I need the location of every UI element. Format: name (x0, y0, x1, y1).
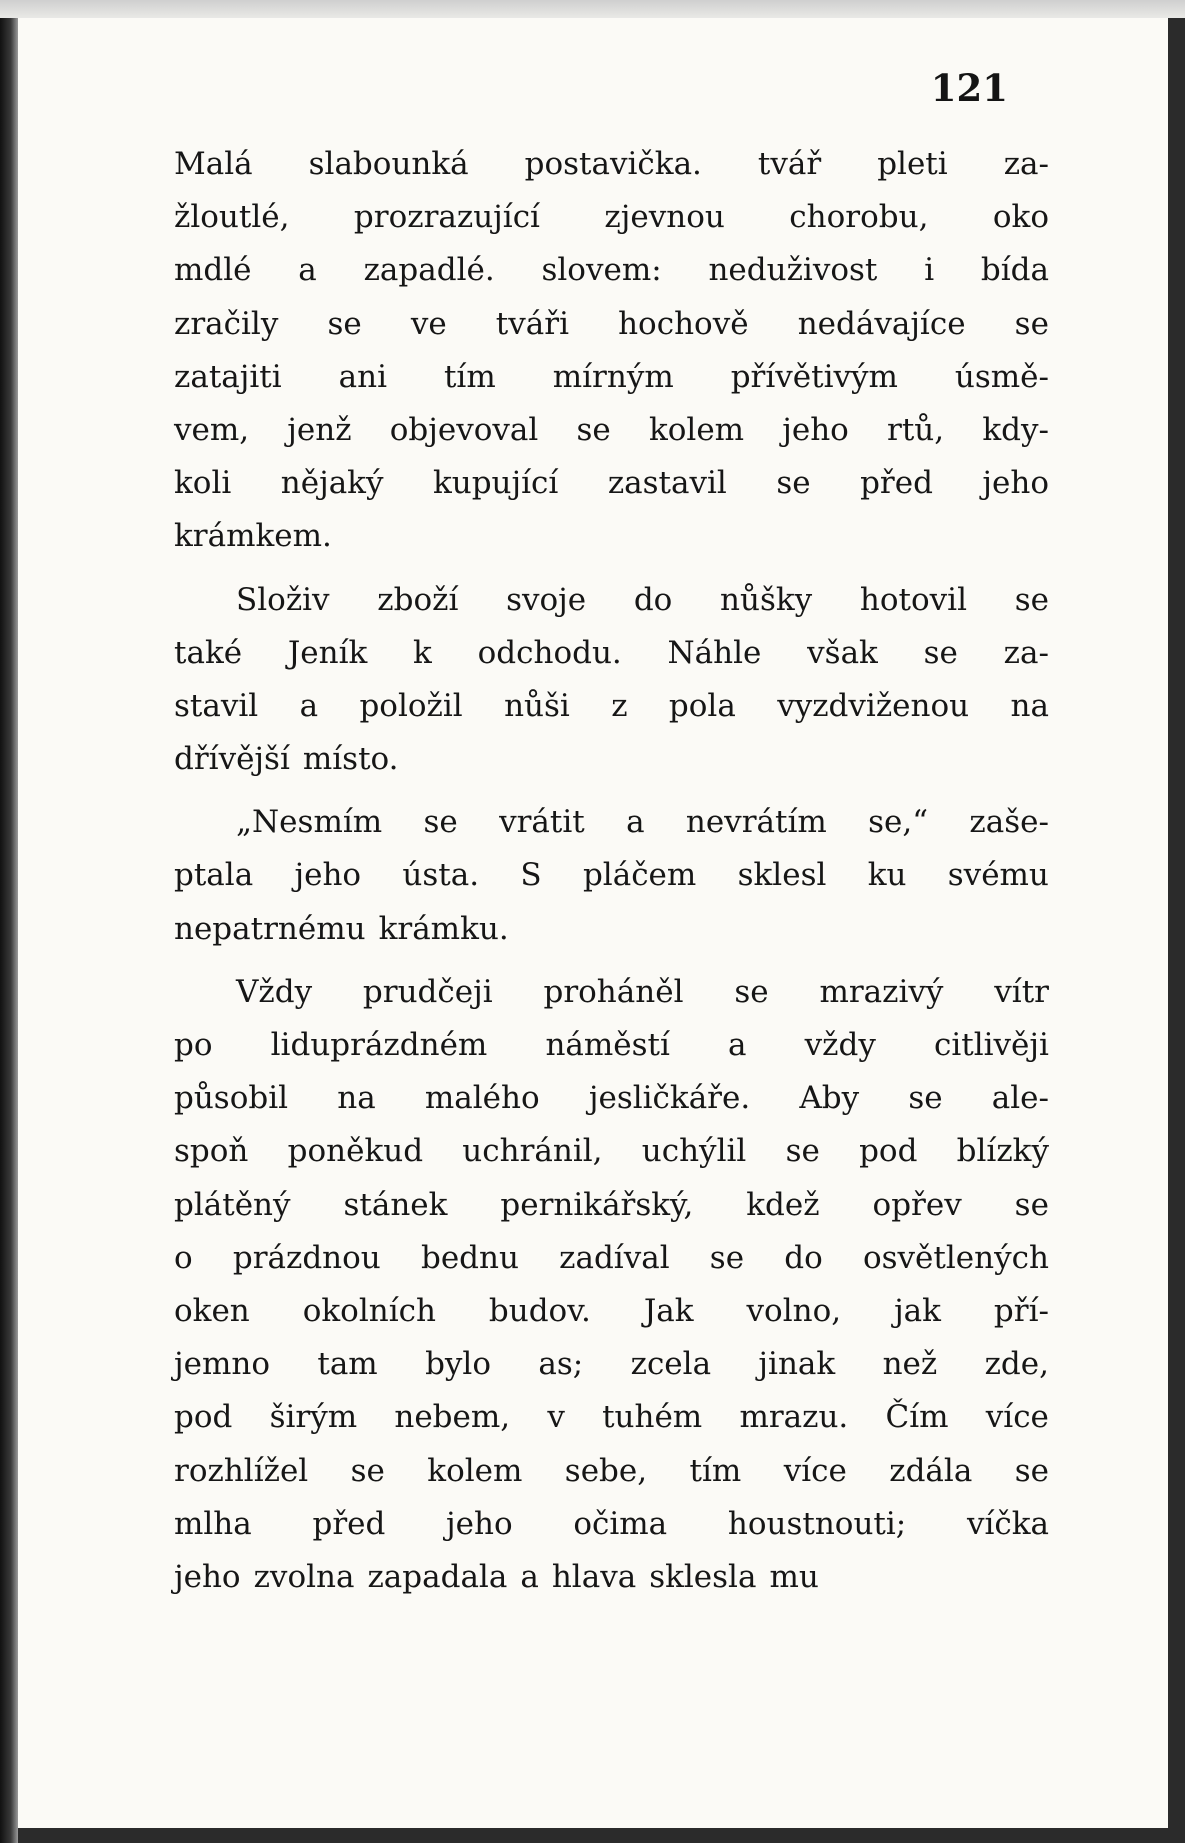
text-line: Malá slabounká postavička. tvář pleti za- (174, 146, 1049, 182)
paragraph (174, 966, 1049, 1604)
text-line: Složiv zboží svoje do nůšky hotovil se (236, 581, 1049, 618)
text-line: zračily se ve tváři hochově nedávajíce se (174, 305, 1049, 342)
text-line: oken okolních budov. Jak volno, jak pří- (174, 1292, 1049, 1329)
text-line: Vždy prudčeji proháněl se mrazivý vítr (236, 973, 1049, 1010)
text-line: působil na malého jesličkáře. Aby se ale- (174, 1080, 1049, 1117)
text-line: rozhlížel se kolem sebe, tím více zdála se (174, 1452, 1049, 1489)
text-line: zatajiti ani tím mírným přívětivým úsmě- (174, 358, 1049, 395)
text-line: spoň poněkud uchránil, uchýlil se pod blízký (174, 1133, 1049, 1170)
text-line: také Jeník k odchodu. Náhle však se za- (174, 634, 1049, 671)
text-line: koli nějaký kupující zastavil se před jeho (174, 465, 1049, 502)
text-line: dřívější místo. (174, 741, 399, 778)
text-line: mlha před jeho očima houstnouti; víčka (174, 1505, 1049, 1542)
text-line: žloutlé, prozrazující zjevnou chorobu, oko (174, 199, 1049, 236)
text-line: jeho zvolna zapadala a hlava sklesla mu (174, 1558, 819, 1595)
paragraph (174, 574, 1049, 787)
page-text (174, 138, 1049, 1614)
page-top-edge (0, 0, 1185, 18)
text-line: mdlé a zapadlé. slovem: neduživost i bída (174, 252, 1049, 289)
book-page (18, 18, 1168, 1828)
text-line: nepatrnému krámku. (174, 910, 509, 947)
text-line: ptala jeho ústa. S pláčem sklesl ku svému (174, 857, 1049, 894)
paragraph (174, 796, 1049, 956)
text-line: po liduprázdném náměstí a vždy citlivěji (174, 1027, 1049, 1063)
text-line: vem, jenž objevoval se kolem jeho rtů, kdy- (174, 411, 1049, 448)
text-line: plátěný stánek pernikářský, kdež opřev se (174, 1186, 1049, 1223)
text-line: krámkem. (174, 518, 332, 555)
text-line: „Nesmím se vrátit a nevrátím se,“ zašе- (236, 804, 1049, 841)
text-line: o prázdnou bednu zadíval se do osvětlených (174, 1239, 1049, 1276)
text-line: pod širým nebem, v tuhém mrazu. Čím více (174, 1399, 1049, 1436)
paragraph (174, 138, 1049, 564)
page-number: 121 (930, 66, 1008, 110)
text-line: jemno tam bylo as; zcela jinak než zde, (174, 1346, 1049, 1383)
book-binding-edge (0, 0, 18, 1843)
text-line: stavil a položil nůši z pola vyzdviženou na (174, 687, 1049, 724)
